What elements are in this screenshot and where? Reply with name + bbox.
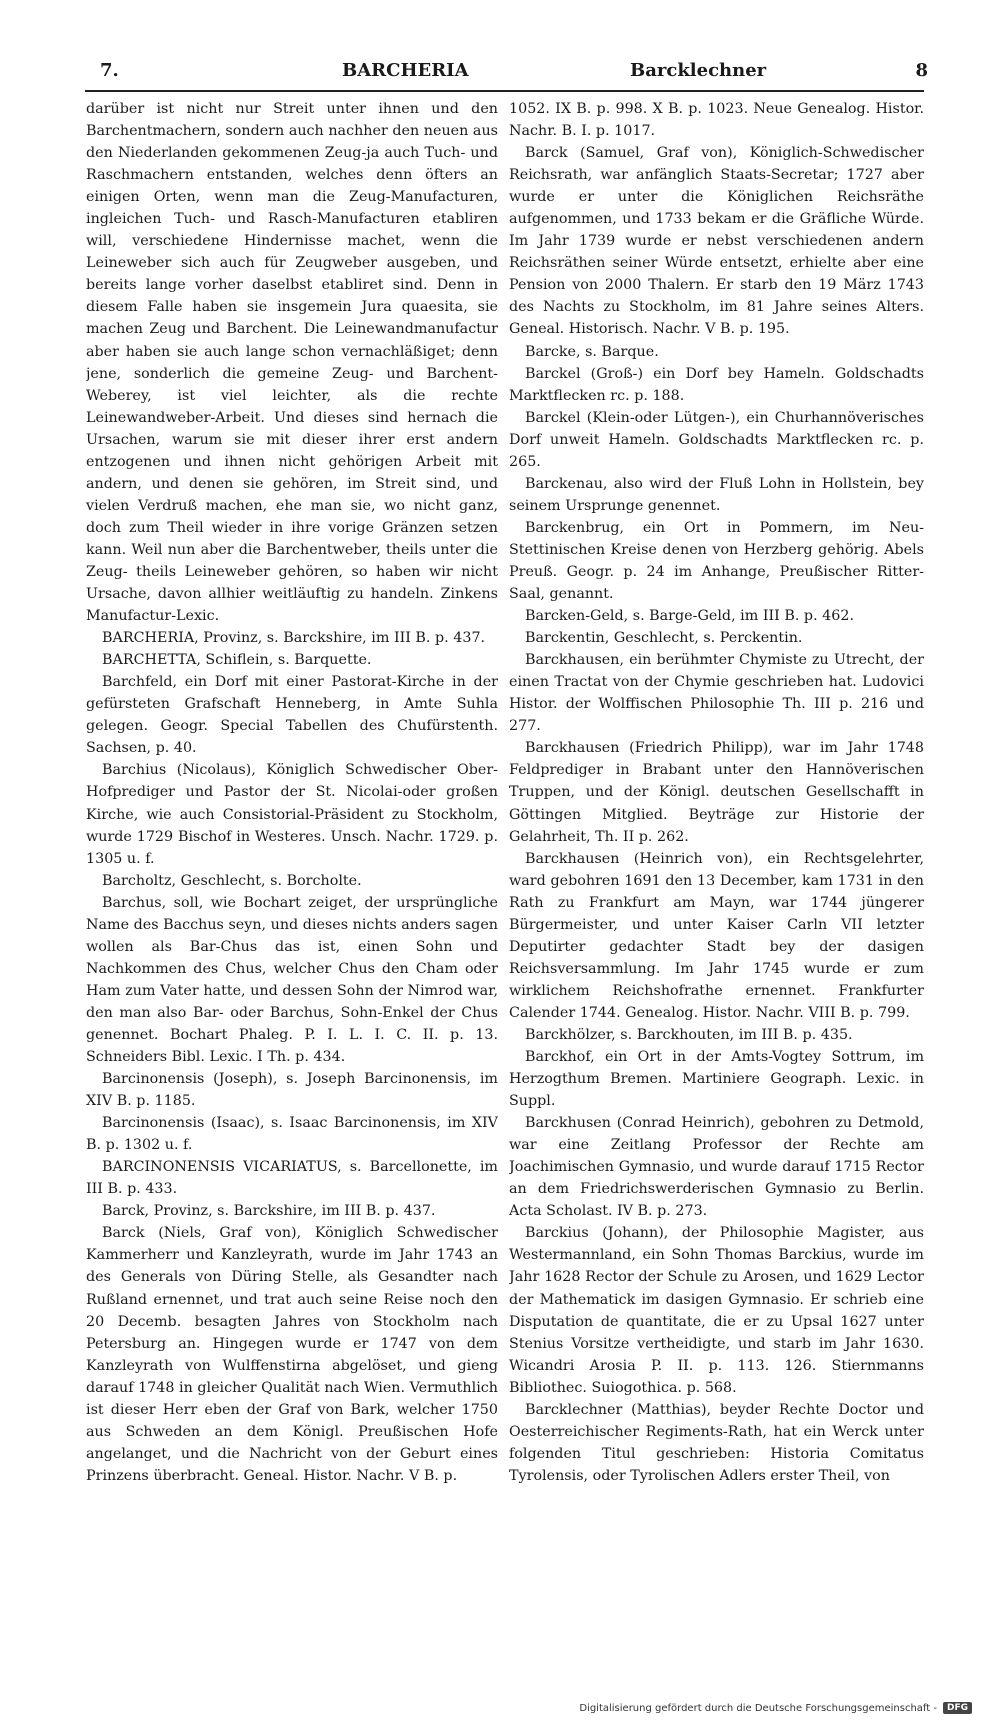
entry: Barckentin, Geschlecht, s. Perckentin. [525, 630, 803, 647]
page-header [82, 58, 928, 88]
entry: Barck (Samuel, Graf von), Königlich-Schwedischer Reichsrath, war anfänglich Staats-Secretar; 1727 aber wurde er unter die Königlichen Reichsräthe aufgenommen, und 1733 bekam er die Gräfliche Würde. Im Jahr 1739 wurde er nebst verschiedenen andern Reichsräthen seiner Würde entsetzt, erhielte aber eine Pension von 2000 Thalern. Er starb den 19 März 1743 des Nachts zu Stockholm, im 81 Jahre seines Alters. Geneal. Historisch. Nachr. V B. p. 195. [509, 145, 924, 338]
entry: Barcinonensis (Isaac), s. Isaac Barcinonensis, im XIV B. p. 1302 u. f. [86, 1115, 498, 1154]
entry: BARCHETTA, Schiflein, s. Barquette. [102, 652, 372, 669]
running-head-left: BARCHERIA [342, 60, 469, 81]
page-number-left: 7. [100, 60, 119, 81]
entry: Barchius (Nicolaus), Königlich Schwedischer Ober-Hofprediger und Pastor der St. Nicolai-oder großen Kirche, wie auch Consistorial-Präsident zu Stockholm, wurde 1729 Bischof in Westeres. Unsch. Nachr. 1729. p. 1305 u. f. [86, 762, 498, 867]
entry: Barckenbrug, ein Ort in Pommern, im Neu-Stettinischen Kreise denen von Herzberg gehörig. Abels Preuß. Geogr. p. 24 im Anhange, Preußischer Ritter-Saal, genannt. [509, 519, 924, 603]
continued-text: darüber ist nicht nur Streit unter ihnen und den Barchentmachern, sondern auch nachher den neuen aus den Niederlanden gekommenen Zeug-ja auch Tuch- und Raschmachern entstanden, welches denn öfters an einigen Orten, wenn man die Zeug-Manufacturen, ingleichen Tuch- und Rasch-Manufacturen etabliren will, verschiedene Hindernisse machet, wenn die Leineweber sich auch für Zeugweber ausgeben, und bereits lange vorher daselbst etabliret sind. Denn in diesem Falle haben sie insgemein Jura quaesita, sie machen Zeug und Barchent. Die Leinewandmanufactur aber haben sie auch lange schon vernachläßiget; denn jene, sonderlich die gemeine Zeug- und Barchent-Weberey, ist viel leichter, als die rechte Leinewandweber-Arbeit. Und dieses sind hernach die Ursachen, warum sie mit dieser ihrer erst andern entzogenen und ihnen nicht gehörigen Arbeit mit andern, und denen sie gehören, im Streit sind, und vielen Verdruß machen, ehe man sie, wo nicht ganz, doch zum Theil wieder in ihre vorige Gränzen setzen kann. Weil nun aber die Barchentweber, theils unter die Zeug- theils Leineweber gehören, so haben wir nicht Ursache, davon allhier weitläuftig zu handeln. Zinkens Manufactur-Lexic. [86, 101, 498, 625]
entry: Barckel (Klein-oder Lütgen-), ein Churhannöverisches Dorf unweit Hameln. Goldschadts Marktflecken rc. p. 265. [509, 409, 924, 470]
entry: Barckenau, also wird der Fluß Lohn in Hollstein, bey seinem Ursprunge genennet. [509, 475, 924, 514]
entry: Barcken-Geld, s. Barge-Geld, im III B. p. 462. [525, 608, 854, 625]
entry: Barckius (Johann), der Philosophie Magister, aus Westermannland, ein Sohn Thomas Barckius, wurde im Jahr 1628 Rector der Schule zu Arosen, und 1629 Lector der Mathematick im dasigen Gymnasio. Er schrieb eine Disputation de quantitate, die er zu Upsal 1627 unter Stenius Vorsitze vertheidigte, und starb im Jahr 1630. Wicandri Arosia P. II. p. 113. 126. Stiernmanns Bibliothec. Suiogothica. p. 568. [509, 1225, 924, 1396]
entry: Barckhof, ein Ort in der Amts-Vogtey Sottrum, im Herzogthum Bremen. Martiniere Geograph. Lexic. in Suppl. [509, 1049, 924, 1110]
entry: Barckel (Groß-) ein Dorf bey Hameln. Goldschadts Marktflecken rc. p. 188. [509, 365, 924, 404]
entry: BARCINONENSIS VICARIATUS, s. Barcellonette, im III B. p. 433. [86, 1159, 498, 1198]
entry: BARCHERIA, Provinz, s. Barckshire, im III B. p. 437. [102, 630, 486, 647]
digitization-credit [579, 1700, 972, 1716]
dfg-logo: DFG [943, 1702, 972, 1714]
entry: Barcholtz, Geschlecht, s. Borcholte. [102, 872, 362, 889]
entry: Barck, Provinz, s. Barckshire, im III B. p. 437. [102, 1203, 436, 1220]
entry: Barcke, s. Barque. [525, 343, 659, 360]
running-head-right: Barcklechner [630, 60, 767, 81]
entry: Barcinonensis (Joseph), s. Joseph Barcinonensis, im XIV B. p. 1185. [86, 1071, 498, 1110]
entry: Barchfeld, ein Dorf mit einer Pastorat-Kirche in der gefürsteten Grafschaft Henneberg, in Amte Suhla gelegen. Geogr. Special Tabellen des Chufürstenth. Sachsen, p. 40. [86, 674, 498, 757]
right-column [509, 98, 924, 1676]
header-rule [85, 90, 924, 92]
entry: Barchus, soll, wie Bochart zeiget, der ursprüngliche Name des Bacchus seyn, und dieses nichts anders sagen wollen als Bar-Chus das ist, einen Sohn und Nachkommen des Chus, welcher Chus den Cham oder Ham zum Vater hatte, und dessen Sohn der Nimrod war, den man also Bar- oder Barchus, Sohn-Enkel der Chus genennet. Bochart Phaleg. P. I. L. I. C. II. p. 13. Schneiders Bibl. Lexic. I Th. p. 434. [86, 894, 498, 1066]
entry: Barckhölzer, s. Barckhouten, im III B. p. 435. [525, 1026, 853, 1043]
entry: Barckhausen (Friedrich Philipp), war im Jahr 1748 Feldprediger in Brabant unter den Hannöverischen Truppen, und der Königl. deutschen Gesellschafft in Göttingen Mitglied. Beyträge zur Historie der Gelahrheit, Th. II p. 262. [509, 740, 924, 845]
entry: Barcklechner (Matthias), beyder Rechte Doctor und Oesterreichischer Regiments-Rath, hat ein Werck unter folgenden Titul geschrieben: Historia Comitatus Tyrolensis, oder Tyrolischen Adlers erster Theil, von [509, 1401, 924, 1484]
entry: Barckhausen (Heinrich von), ein Rechtsgelehrter, ward gebohren 1691 den 13 December, kam 1731 in den Rath zu Frankfurt am Mayn, war 1744 jüngerer Bürgermeister, und unter Kaiser Carln VII letzter Deputirter gedachter Stadt bey der dasigen Reichsversammlung. Im Jahr 1745 wurde er zum wirklichem Reichshofrathe ernennet. Frankfurter Calender 1744. Genealog. Histor. Nachr. VIII B. p. 799. [509, 850, 924, 1021]
left-column [86, 98, 498, 1676]
entry: Barckhausen, ein berühmter Chymiste zu Utrecht, der einen Tractat von der Chymie geschrieben hat. Ludovici Histor. der Wolffischen Philosophie Th. III p. 216 und 277. [509, 652, 924, 735]
page-number-right: 8 [915, 60, 928, 81]
entry: Barckhusen (Conrad Heinrich), gebohren zu Detmold, war eine Zeitlang Professor der Rechte am Joachimischen Gymnasio, und wurde darauf 1715 Rector an dem Friedrichswerderischen Gymnasio zu Berlin. Acta Scholast. IV B. p. 273. [509, 1115, 924, 1220]
credit-text: Digitalisierung gefördert durch die Deutsche Forschungsgemeinschaft - [579, 1702, 937, 1714]
continued-text: 1052. IX B. p. 998. X B. p. 1023. Neue Genealog. Histor. Nachr. B. I. p. 1017. [509, 101, 924, 140]
entry: Barck (Niels, Graf von), Königlich Schwedischer Kammerherr und Kanzleyrath, wurde im Jahr 1743 an des Generals von Düring Stelle, als Gesandter nach Rußland ernennet, und trat auch seine Reise noch den 20 Decemb. besagten Jahres von Stockholm nach Petersburg an. Hingegen wurde er 1747 von dem Kanzleyrath von Wulffenstirna abgelöset, und gieng darauf 1748 in gleicher Qualität nach Wien. Vermuthlich ist dieser Herr eben der Graf von Bark, welcher 1750 aus Schweden an dem Königl. Preußischen Hofe angelanget, und die Nachricht von der Geburt eines Prinzens überbracht. Geneal. Histor. Nachr. V B. p. [86, 1225, 498, 1484]
